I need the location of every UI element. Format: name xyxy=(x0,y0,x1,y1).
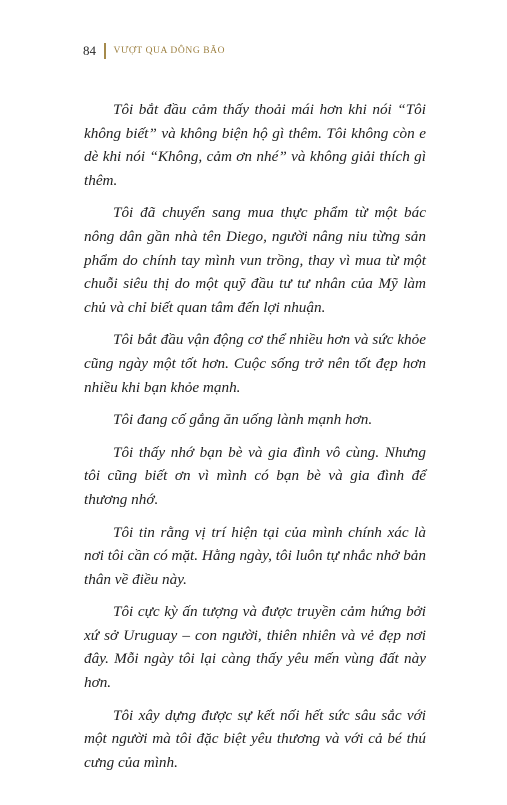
page-number: 84 xyxy=(83,43,96,58)
paragraph: Tôi đã chuyển sang mua thực phẩm từ một bác nông dân gần nhà tên Diego, người nâng niu từng sản phẩm do chính tay mình vun trồng, thay vì mua từ một chuỗi siêu thị do một quỹ đầu tư tư nhân của Mỹ làm chủ và chỉ biết quan tâm đến lợi nhuận. xyxy=(84,204,426,316)
book-title: VƯỢT QUA DÔNG BÃO xyxy=(113,46,226,56)
paragraph: Tôi đang cố gắng ăn uống lành mạnh hơn. xyxy=(113,411,373,429)
running-header xyxy=(83,41,225,61)
header-divider xyxy=(104,43,106,59)
paragraph: Tôi bắt đầu vận động cơ thể nhiều hơn và sức khỏe cũng ngày một tốt hơn. Cuộc sống trở nên tốt đẹp hơn nhiều khi bạn khỏe mạnh. xyxy=(84,331,426,396)
paragraph: Tôi cực kỳ ấn tượng và được truyền cảm hứng bởi xứ sở Uruguay – con người, thiên nhiên và vẻ đẹp nơi đây. Mỗi ngày tôi lại càng thấy yêu mến vùng đất này hơn. xyxy=(84,603,426,692)
paragraph: Tôi xây dựng được sự kết nối hết sức sâu sắc với một người mà tôi đặc biệt yêu thương và với cả bé thú cưng của mình. xyxy=(84,706,426,771)
paragraph: Tôi thấy nhớ bạn bè và gia đình vô cùng. Nhưng tôi cũng biết ơn vì mình có bạn bè và gia đình để thương nhớ. xyxy=(84,443,426,508)
paragraph: Tôi bắt đầu cảm thấy thoải mái hơn khi nói “Tôi không biết” và không biện hộ gì thêm. Tôi không còn e dè khi nói “Không, cảm ơn nhé” và không giải thích gì thêm. xyxy=(84,101,426,189)
paragraph: Tôi tin rằng vị trí hiện tại của mình chính xác là nơi tôi cần có mặt. Hằng ngày, tôi luôn tự nhắc nhở bản thân về điều này. xyxy=(84,523,426,588)
body-text xyxy=(84,98,426,783)
